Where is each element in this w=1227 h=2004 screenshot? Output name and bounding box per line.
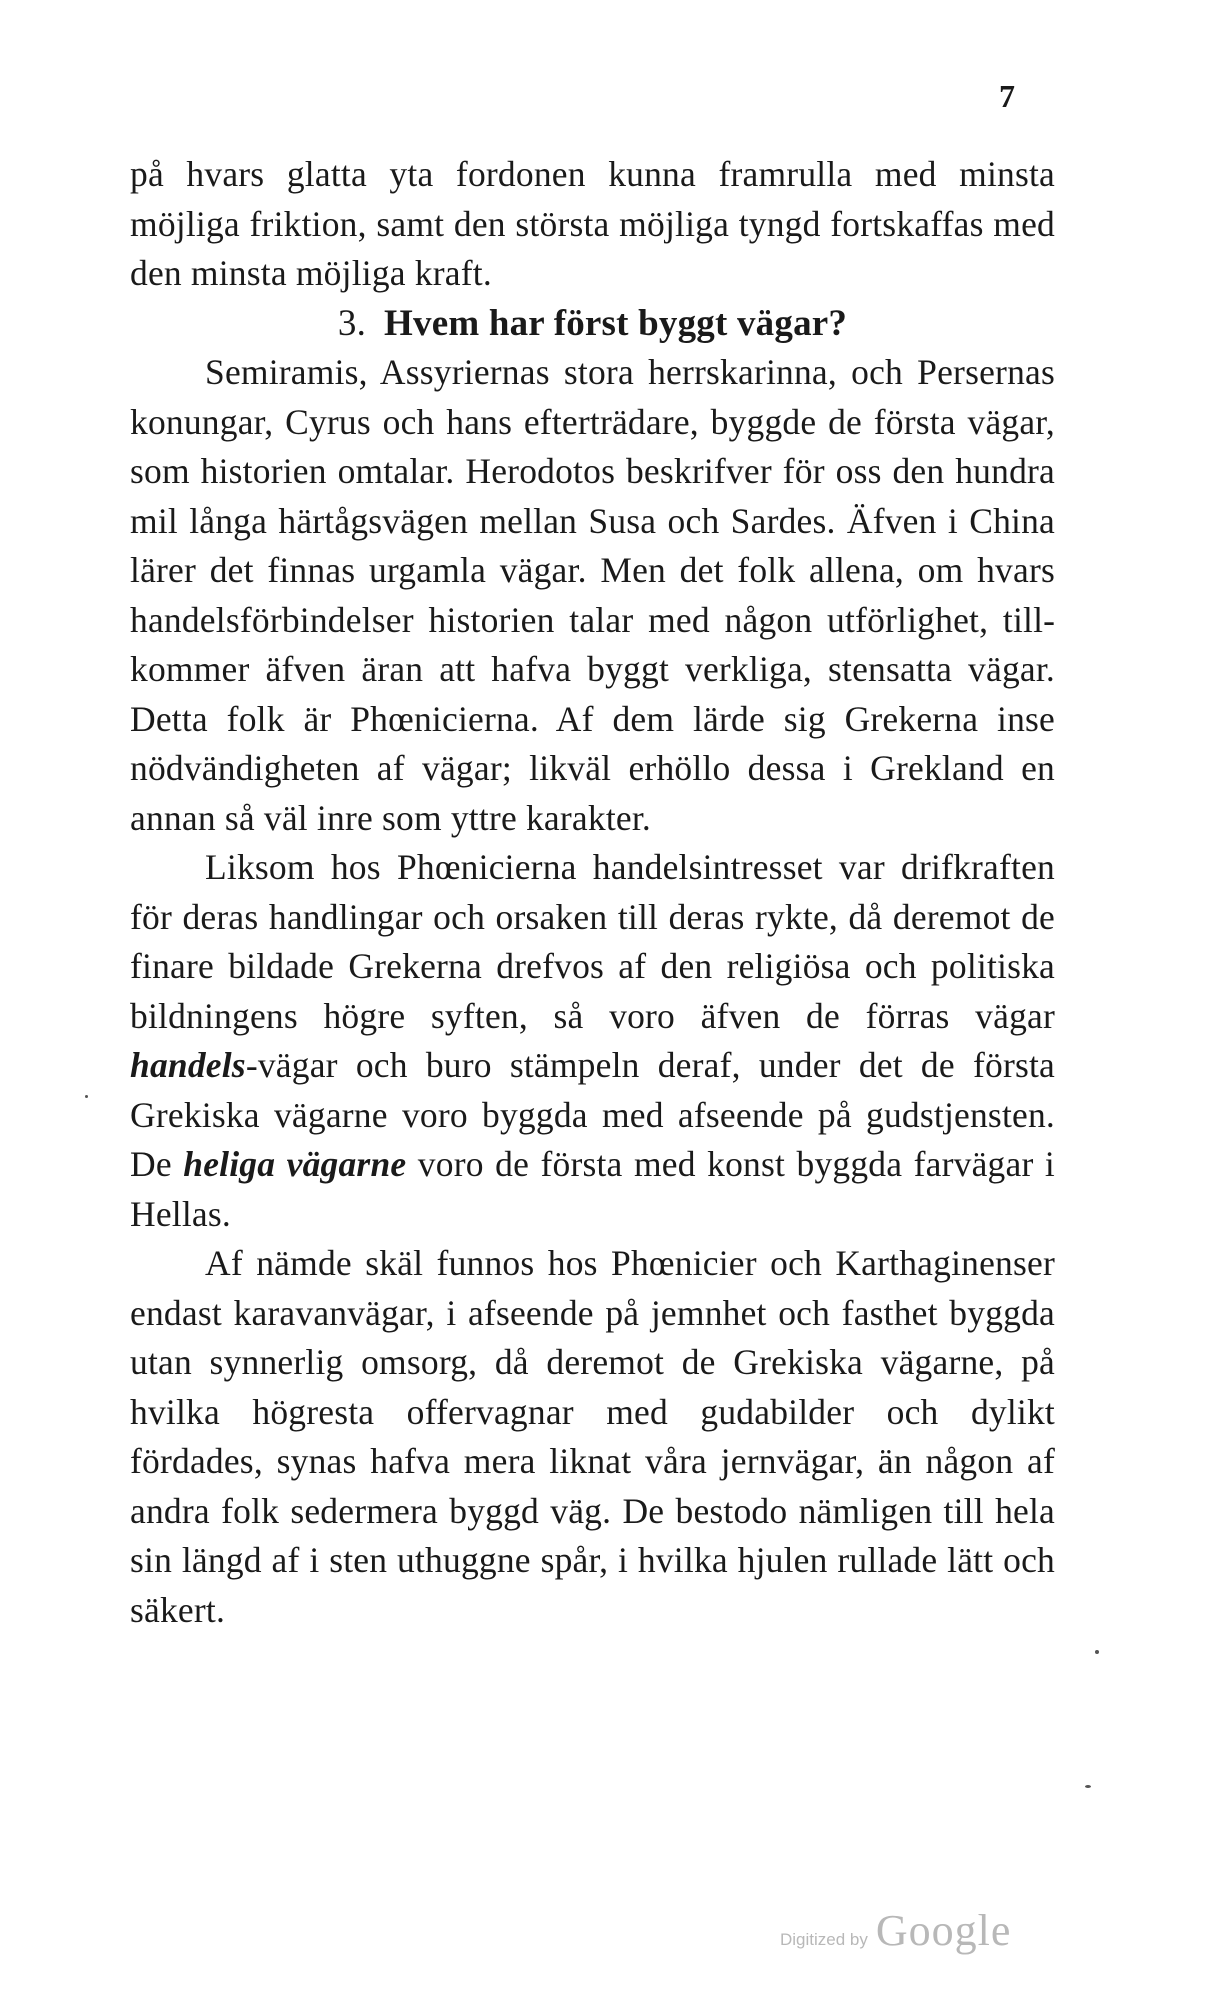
- paragraph-4: Af nämde skäl funnos hos Phœnicier och Karthaginenser endast karavanvägar, i afseende på jemnhet och fasthet byggda utan synnerlig omsorg, då deremot de Grekiska vägarne, på hvilka högresta offervagnar med gudabilder och dylikt fördades, synas hafva mera liknat våra jernvägar, än någon af andra folk sedermera byggd väg. De bestodo nämligen till hela sin längd af i sten uthuggne spår, i hvilka hjulen rullade lätt och säkert.: [130, 1243, 1055, 1630]
- scan-speck: [85, 1095, 88, 1098]
- paragraph-3-part-2: -vägar och buro stämpeln deraf, under det de första Grekiska vägarne voro byggda med afseende på gudstjensten. De: [130, 1045, 1055, 1184]
- watermark-prefix: Digitized by: [780, 1930, 868, 1949]
- page-number: 7: [999, 78, 1015, 114]
- scan-speck: [1085, 1785, 1091, 1788]
- emphasis-heliga-vagarne: heliga vägarne: [183, 1144, 407, 1184]
- paragraph-1: på hvars glatta yta fordonen kunna framrulla med minsta möjliga friktion, samt den största möjliga tyngd fortskaffas med den minsta möjliga kraft.: [130, 154, 1055, 293]
- scan-speck: [1095, 1650, 1099, 1654]
- paragraph-3: [130, 843, 1055, 1239]
- digitized-watermark: [780, 1905, 1011, 1956]
- section-heading: [130, 299, 1055, 349]
- heading-title: Hvem har först byggt vägar?: [384, 302, 848, 344]
- google-logo: Google: [875, 1906, 1012, 1955]
- paragraph-3-part-1: Liksom hos Phœnicierna handelsintresset var drifkraften för deras handlingar och orsaken till deras rykte, då deremot de finare bildade Grekerna drefvos af den religiösa och politiska bildningens högre syften, så voro äfven de förras vägar: [130, 847, 1055, 1036]
- paragraph-2: Semiramis, Assyriernas stora herrskarinna, och Persernas konungar, Cyrus och hans efterträdare, byggde de första vägar, som historien omtalar. Herodotos beskrifver för oss den hundra mil långa härtågsvägen mellan Susa och Sardes. Äfven i China lärer det finnas urgamla vägar. Men det folk allena, om hvars handelsförbindelser historien talar med någon utförlighet, tillkommer äfven äran att hafva byggt verkliga, stensatta vägar. Detta folk är Phœnicierna. Af dem lärde sig Grekerna inse nödvändigheten af vägar; likväl erhöllo dessa i Grekland en annan så väl inre som yttre karakter.: [130, 352, 1055, 838]
- paragraph-3-part-3: voro de första med konst byggda farvägar i Hellas.: [130, 1144, 1055, 1234]
- emphasis-handels: handels: [130, 1045, 246, 1085]
- body-text: [130, 150, 1055, 1635]
- heading-number: 3.: [337, 302, 367, 344]
